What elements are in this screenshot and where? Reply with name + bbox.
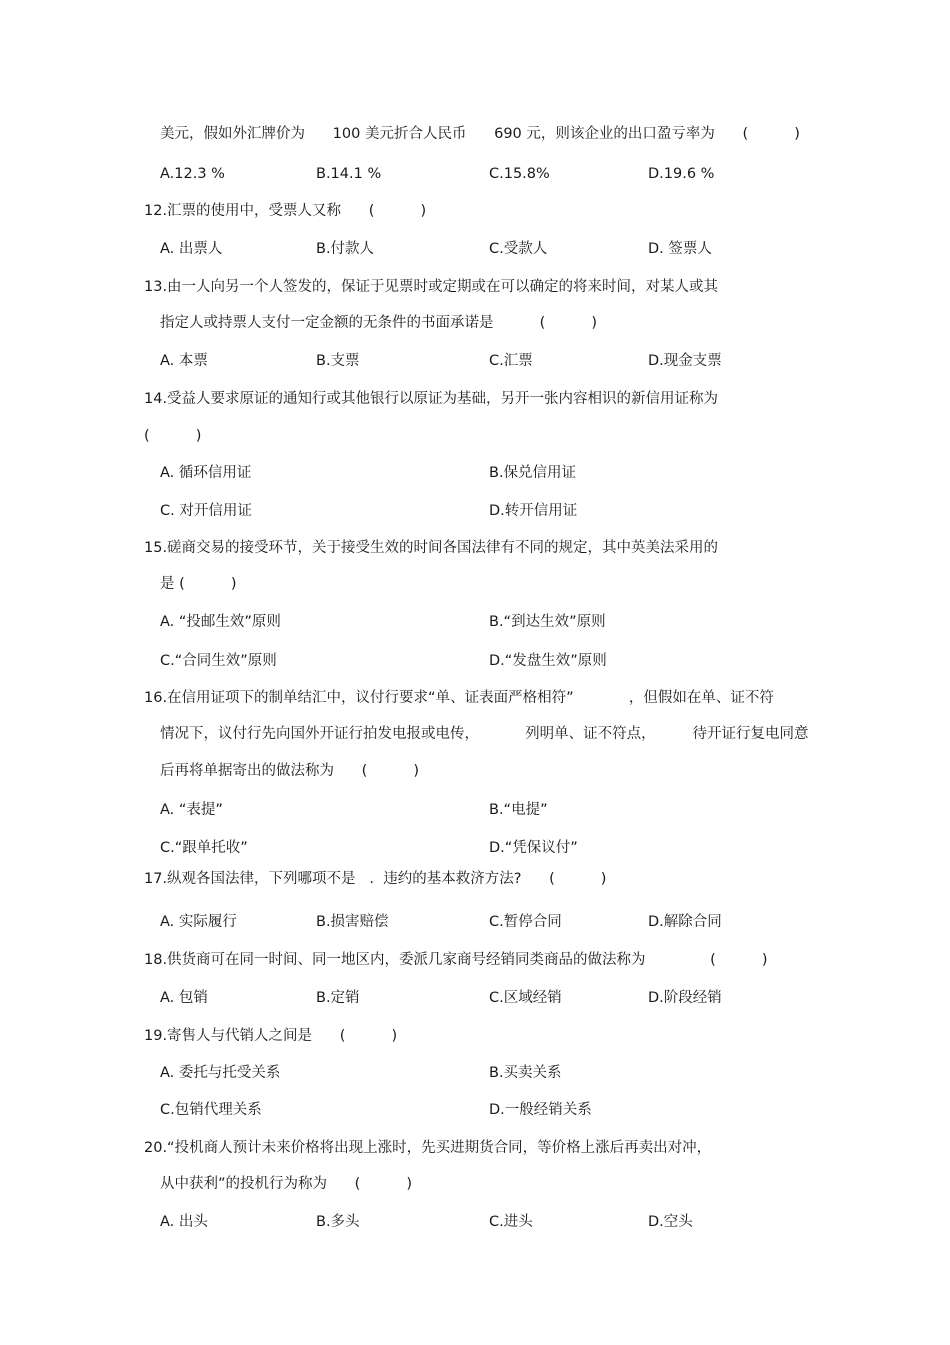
q17-option-d: D.解除合同 — [648, 914, 722, 930]
q14-stem-line-1: 14.受益人要求原证的通知行或其他银行以原证为基础，另开一张内容相识的新信用证称为 — [144, 391, 719, 407]
q20-option-c: C.进头 — [489, 1214, 533, 1230]
q14-option-b: B.保兑信用证 — [489, 465, 577, 481]
q14-option-a: A. 循环信用证 — [160, 465, 252, 481]
q16-option-b: B.“电提” — [489, 802, 548, 818]
q20-stem-line-2: 从中获利”的投机行为称为 ( ) — [160, 1176, 413, 1192]
q11-option-c: C.15.8% — [489, 166, 550, 182]
q15-option-c: C.“合同生效”原则 — [160, 653, 277, 669]
q11-option-a: A.12.3 % — [160, 166, 225, 182]
q12-stem: 12.汇票的使用中，受票人又称 ( ) — [144, 203, 427, 219]
q19-option-c: C.包销代理关系 — [160, 1102, 262, 1118]
q17-stem: 17.纵观各国法律，下列哪项不是 . 违约的基本救济方法? ( ) — [144, 871, 607, 887]
q12-option-d: D. 签票人 — [648, 241, 712, 257]
q14-stem-line-2: ( ) — [144, 428, 202, 444]
q14-option-c: C. 对开信用证 — [160, 503, 252, 519]
q17-option-c: C.暂停合同 — [489, 914, 562, 930]
q19-option-d: D.一般经销关系 — [489, 1102, 592, 1118]
q16-option-c: C.“跟单托收” — [160, 840, 248, 856]
q16-stem-line-2: 情况下，议付行先向国外开证行拍发电报或电传， 列明单、证不符点， 待开证行复电同意 — [160, 726, 809, 742]
q13-option-c: C.汇票 — [489, 353, 533, 369]
q15-option-d: D.“发盘生效”原则 — [489, 653, 607, 669]
q18-option-a: A. 包销 — [160, 990, 208, 1006]
q12-option-c: C.受款人 — [489, 241, 548, 257]
q12-option-a: A. 出票人 — [160, 241, 223, 257]
q11-stem-line: 美元，假如外汇牌价为 100 美元折合人民币 690 元，则该企业的出口盈亏率为 ( ) — [160, 126, 800, 142]
q15-option-b: B.“到达生效”原则 — [489, 614, 606, 630]
q16-option-a: A. “表提” — [160, 802, 223, 818]
q13-option-d: D.现金支票 — [648, 353, 722, 369]
q17-option-a: A. 实际履行 — [160, 914, 237, 930]
q11-option-d: D.19.6 % — [648, 166, 715, 182]
q19-option-b: B.买卖关系 — [489, 1065, 562, 1081]
q11-option-b: B.14.1 % — [316, 166, 382, 182]
q20-stem-line-1: 20.“投机商人预计未来价格将出现上涨时，先买进期货合同，等价格上涨后再卖出对冲， — [144, 1140, 712, 1156]
q13-stem-line-2: 指定人或持票人支付一定金额的无条件的书面承诺是 ( ) — [160, 315, 597, 331]
q15-stem-line-2: 是 ( ) — [160, 576, 237, 592]
q13-option-b: B.支票 — [316, 353, 360, 369]
q20-option-d: D.空头 — [648, 1214, 693, 1230]
q13-option-a: A. 本票 — [160, 353, 208, 369]
q20-option-a: A. 出头 — [160, 1214, 208, 1230]
q17-option-b: B.损害赔偿 — [316, 914, 389, 930]
q16-option-d: D.“凭保议付” — [489, 840, 578, 856]
q19-option-a: A. 委托与托受关系 — [160, 1065, 281, 1081]
q18-option-c: C.区域经销 — [489, 990, 562, 1006]
q18-stem: 18.供货商可在同一时间、同一地区内，委派几家商号经销同类商品的做法称为 ( ) — [144, 952, 768, 968]
q16-stem-line-3: 后再将单据寄出的做法称为 ( ) — [160, 763, 420, 779]
q16-stem-line-1: 16.在信用证项下的制单结汇中，议付行要求“单、证表面严格相符” ，但假如在单、证不符 — [144, 690, 774, 706]
q18-option-d: D.阶段经销 — [648, 990, 722, 1006]
q14-option-d: D.转开信用证 — [489, 503, 578, 519]
q18-option-b: B.定销 — [316, 990, 360, 1006]
q12-option-b: B.付款人 — [316, 241, 375, 257]
q20-option-b: B.多头 — [316, 1214, 360, 1230]
q13-stem-line-1: 13.由一人向另一个人签发的，保证于见票时或定期或在可以确定的将来时间，对某人或其 — [144, 279, 719, 295]
q19-stem: 19.寄售人与代销人之间是 ( ) — [144, 1028, 398, 1044]
q15-stem-line-1: 15.磋商交易的接受环节，关于接受生效的时间各国法律有不同的规定，其中英美法采用的 — [144, 540, 719, 556]
q15-option-a: A. “投邮生效”原则 — [160, 614, 281, 630]
